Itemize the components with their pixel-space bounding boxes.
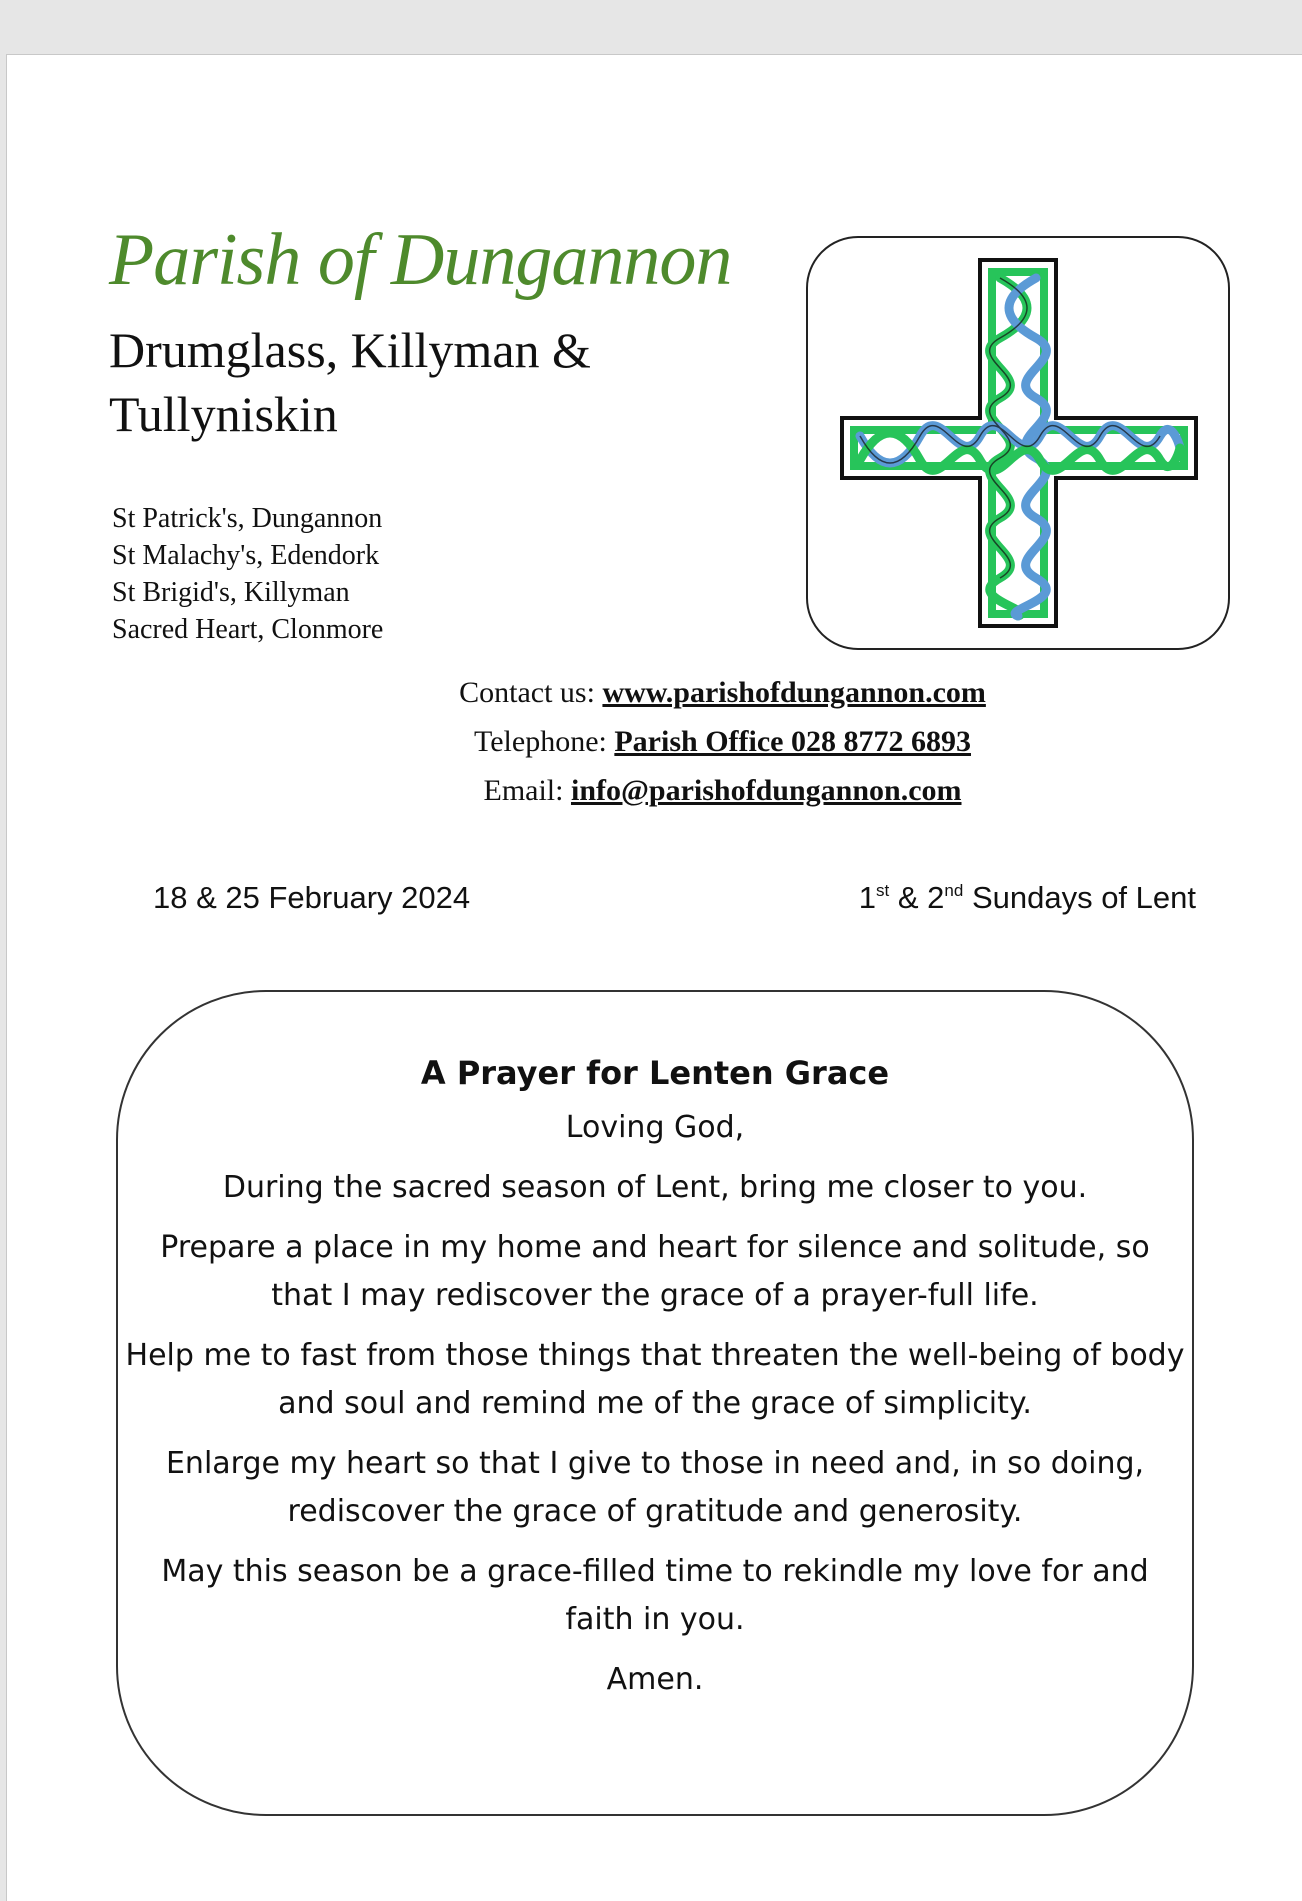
ordinal-2: 2 xyxy=(927,880,945,915)
prayer-line: Loving God, xyxy=(565,1110,745,1145)
prayer-line: Help me to fast from those things that threaten the well-being of body and soul and remind me of the grace of simplicity. xyxy=(125,1338,1185,1421)
parish-title: Parish of Dungannon xyxy=(109,219,732,301)
website-link[interactable]: www.parishofdungannon.com xyxy=(602,676,986,709)
website-line xyxy=(250,668,1195,717)
bulletin-date: 18 & 25 February 2024 xyxy=(153,880,471,915)
celtic-cross-icon xyxy=(808,238,1228,648)
liturgical-sundays xyxy=(859,880,1196,916)
ordinal-1-suffix: st xyxy=(876,881,890,900)
prayer-line: Enlarge my heart so that I give to those in need and, in so doing, rediscover the grace of gratitude and generosity. xyxy=(165,1446,1145,1529)
church-item: Sacred Heart, Clonmore xyxy=(112,614,384,645)
website-label: Contact us: xyxy=(459,676,595,709)
ordinal-2-suffix: nd xyxy=(944,881,964,900)
prayer-line: May this season be a grace-filled time to rekindle my love for and faith in you. xyxy=(161,1554,1149,1637)
prayer-frame xyxy=(116,990,1194,1816)
sundays-label: Sundays of Lent xyxy=(963,880,1196,915)
prayer-line: Prepare a place in my home and heart for silence and solitude, so that I may rediscover the grace of a prayer-full life. xyxy=(160,1230,1150,1313)
phone-label: Telephone: xyxy=(474,725,607,758)
prayer-text[interactable] xyxy=(118,1054,1192,1716)
church-item: St Brigid's, Killyman xyxy=(112,577,350,608)
email-line xyxy=(250,766,1195,815)
phone-line xyxy=(250,717,1195,766)
ampersand: & xyxy=(889,880,928,915)
email-link[interactable]: info@parishofdungannon.com xyxy=(570,774,962,807)
church-item: St Malachy's, Edendork xyxy=(112,540,380,571)
prayer-line: During the sacred season of Lent, bring me closer to you. xyxy=(222,1170,1088,1205)
contact-block xyxy=(250,668,1195,815)
prayer-title: A Prayer for Lenten Grace xyxy=(420,1054,890,1092)
phone-link[interactable]: Parish Office 028 8772 6893 xyxy=(614,725,971,758)
church-list xyxy=(112,500,383,648)
prayer-closing: Amen. xyxy=(606,1662,704,1697)
email-label: Email: xyxy=(483,774,564,807)
church-item: St Patrick's, Dungannon xyxy=(112,503,383,534)
logo-frame xyxy=(806,236,1230,650)
parish-subtitle: Drumglass, Killyman & Tullyniskin xyxy=(109,322,591,442)
ordinal-1: 1 xyxy=(858,880,877,915)
